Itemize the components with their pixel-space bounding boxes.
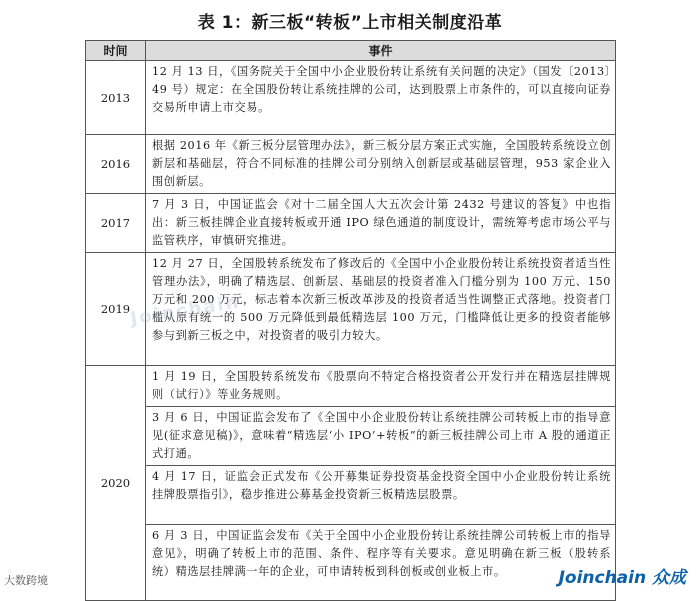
table-row xyxy=(86,525,616,601)
year-cell: 2017 xyxy=(86,194,146,253)
table-row xyxy=(86,466,616,525)
header-event: 事件 xyxy=(146,41,616,61)
center-watermark: Joinchain xyxy=(129,291,242,330)
table-header-row xyxy=(86,41,616,61)
source-watermark-text: 大数跨境 xyxy=(4,574,48,587)
event-cell: 6 月 3 日，中国证监会发布《关于全国中小企业股份转让系统挂牌公司转板上市的指导意见》，明确了转板上市的范围、条件、程序等有关要求。意见明确在新三板（股转系统）精选层挂牌满一年的企业，可申请转板到科创板或创业板上市。 xyxy=(146,525,616,601)
brand-watermark: Joinchain 众成 xyxy=(558,568,686,588)
year-cell: 2016 xyxy=(86,135,146,194)
event-cell: 12 月 27 日，全国股转系统发布了修改后的《全国中小企业股份转让系统投资者适当性管理办法》，明确了精选层、创新层、基础层的投资者准入门槛分别为 100 万元、150 万元和 200 万元，标志着本次新三板改革涉及的投资者适当性调整正式落地。投资者门槛从原有统一的 500 万元降低到最低精选层 100 万元，门槛降低让更多的投资者能够参与到新三板之中，对投资者的吸引力较大。 xyxy=(146,253,616,366)
year-cell: 2020 xyxy=(86,366,146,601)
event-cell: 1 月 19 日，全国股转系统发布《股票向不特定合格投资者公开发行并在精选层挂牌规则（试行）》等业务规则。 xyxy=(146,366,616,407)
event-cell: 7 月 3 日，中国证监会《对十二届全国人大五次会计第 2432 号建议的答复》中也指出：新三板挂牌企业直接转板或开通 IPO 绿色通道的制度设计，需统筹考虑市场公平与监管秩序，审慎研究推进。 xyxy=(146,194,616,253)
table-row xyxy=(86,61,616,135)
event-cell: 3 月 6 日，中国证监会发布了《全国中小企业股份转让系统挂牌公司转板上市的指导意见(征求意见稿)》，意味着“精选层‘小 IPO’+转板”的新三板挂牌公司上市 A 股的通道正式打通。 xyxy=(146,407,616,466)
event-cell: 4 月 17 日，证监会正式发布《公开募集证券投资基金投资全国中小企业股份转让系统挂牌股票指引》，稳步推进公募基金投资新三板精选层股票。 xyxy=(146,466,616,525)
header-time: 时间 xyxy=(86,41,146,61)
event-cell: 12 月 13 日，《国务院关于全国中小企业股份转让系统有关问题的决定》（国发〔2013〕49 号）规定：在全国股份转让系统挂牌的公司，达到股票上市条件的，可以直接向证券交易所申请上市交易。 xyxy=(146,61,616,135)
event-cell: 根据 2016 年《新三板分层管理办法》，新三板分层方案正式实施，全国股转系统设立创新层和基础层，符合不同标准的挂牌公司分别纳入创新层或基础层管理，953 家企业入围创新层。 xyxy=(146,135,616,194)
year-cell: 2013 xyxy=(86,61,146,135)
table-row xyxy=(86,135,616,194)
table-row xyxy=(86,366,616,407)
table-title: 表 1：新三板“转板”上市相关制度沿革 xyxy=(197,13,503,33)
source-watermark xyxy=(4,572,48,588)
table-row xyxy=(86,194,616,253)
table-row xyxy=(86,407,616,466)
year-cell: 2019 xyxy=(86,253,146,366)
